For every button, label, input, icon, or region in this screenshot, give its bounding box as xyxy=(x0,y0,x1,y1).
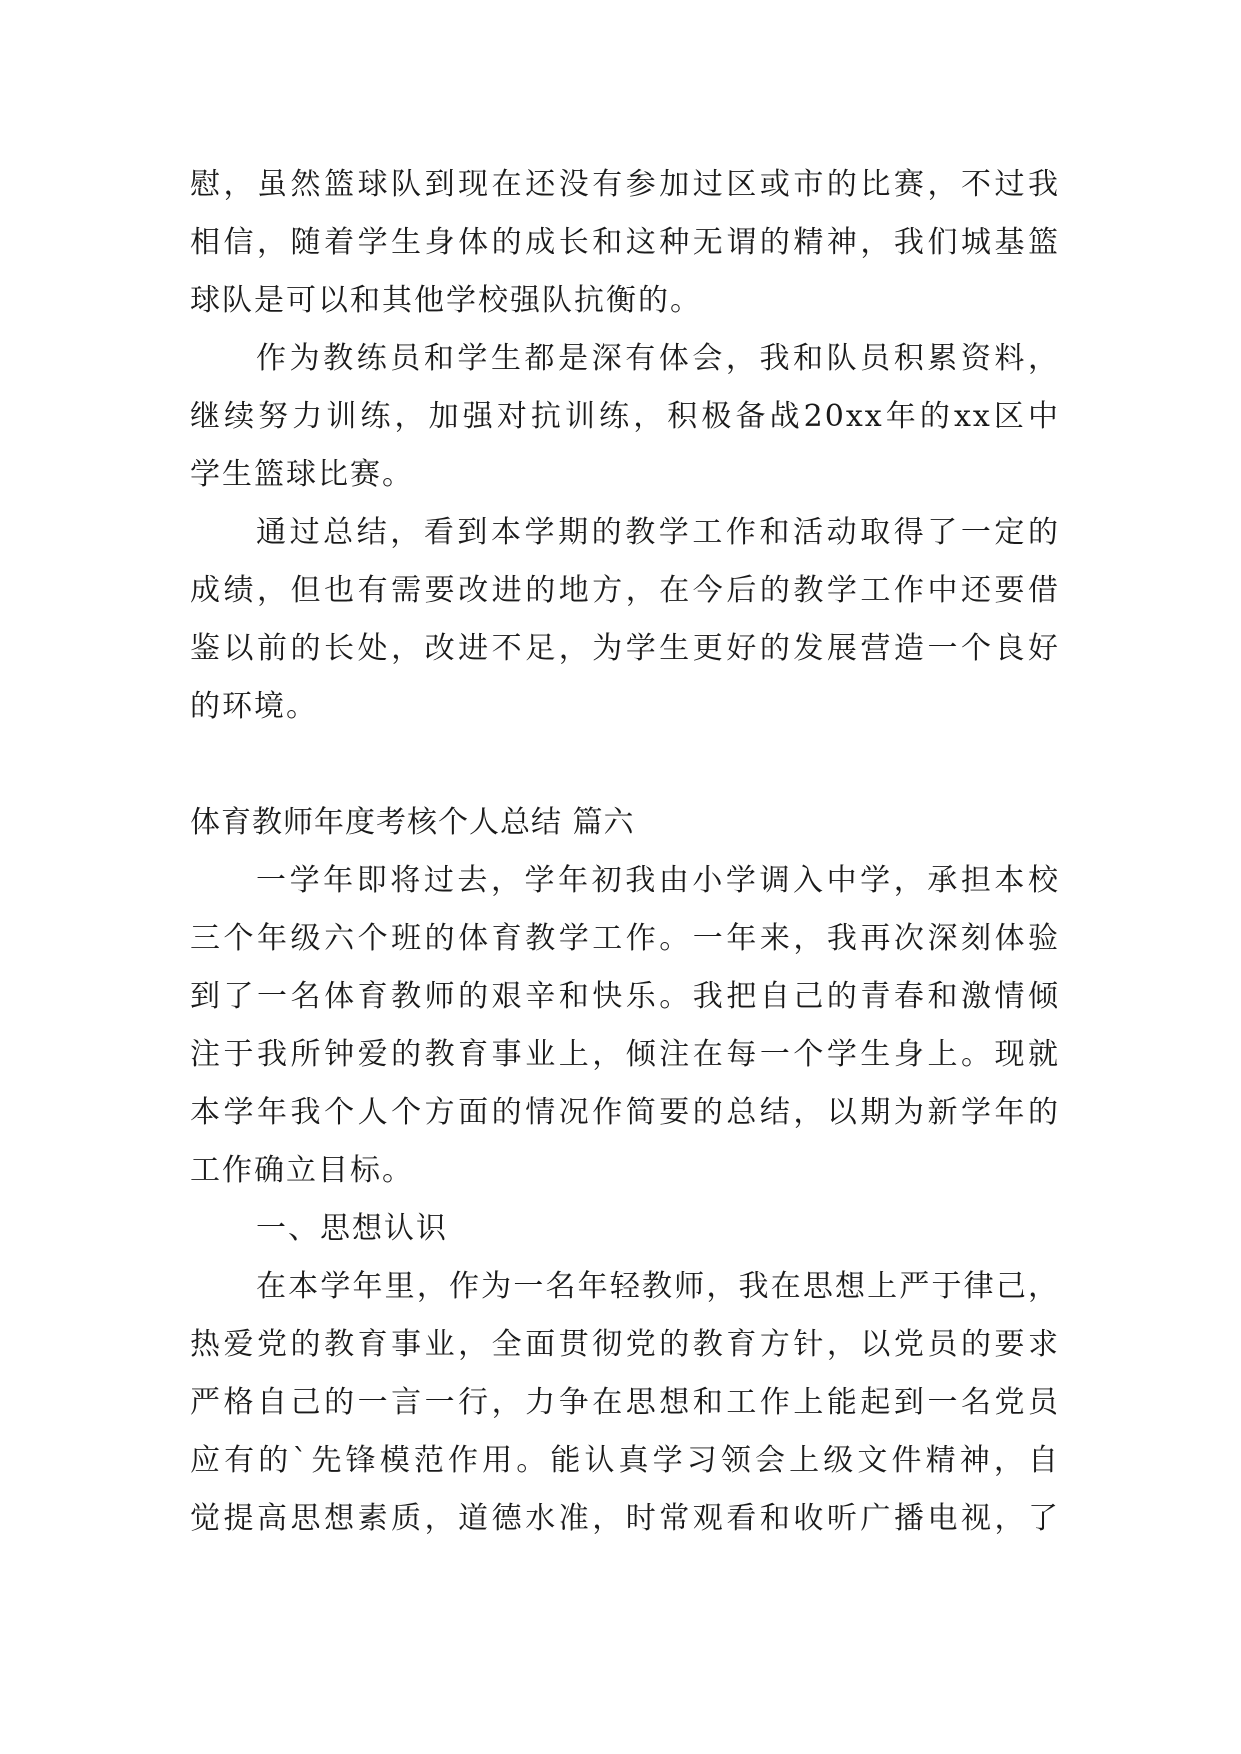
paragraph-first-line: 一学年即将过去，学年初我由小学调入中学，承担本校 xyxy=(256,863,1060,898)
text-line: 学生篮球比赛。 xyxy=(190,457,414,492)
text-line: 本学年我个人个方面的情况作简要的总结，以期为新学年的 xyxy=(190,1095,1060,1130)
text-line: 热爱党的教育事业，全面贯彻党的教育方针，以党员的要求 xyxy=(190,1327,1060,1362)
paragraph-first-line: 通过总结，看到本学期的教学工作和活动取得了一定的 xyxy=(256,515,1060,550)
text-line: 的环境。 xyxy=(190,689,318,724)
text-line: 三个年级六个班的体育教学工作。一年来，我再次深刻体验 xyxy=(190,921,1060,956)
text-line: 注于我所钟爱的教育事业上，倾注在每一个学生身上。现就 xyxy=(190,1037,1060,1072)
text-line: 慰，虽然篮球队到现在还没有参加过区或市的比赛，不过我 xyxy=(190,167,1060,202)
text-line: 成绩，但也有需要改进的地方，在今后的教学工作中还要借 xyxy=(190,573,1060,608)
text-line: 觉提高思想素质，道德水准，时常观看和收听广播电视，了 xyxy=(190,1501,1060,1536)
text-line: 严格自己的一言一行，力争在思想和工作上能起到一名党员 xyxy=(190,1385,1060,1420)
subsection-heading: 一、思想认识 xyxy=(256,1211,448,1246)
paragraph-first-line: 作为教练员和学生都是深有体会，我和队员积累资料， xyxy=(256,341,1060,376)
paragraph-first-line: 在本学年里，作为一名年轻教师，我在思想上严于律己， xyxy=(256,1269,1060,1304)
text-line: 工作确立目标。 xyxy=(190,1153,414,1188)
text-line: 继续努力训练，加强对抗训练，积极备战20xx年的xx区中 xyxy=(190,399,1060,434)
text-line: 应有的`先锋模范作用。能认真学习领会上级文件精神，自 xyxy=(190,1443,1060,1478)
text-line: 鉴以前的长处，改进不足，为学生更好的发展营造一个良好 xyxy=(190,631,1060,666)
text-line: 球队是可以和其他学校强队抗衡的。 xyxy=(190,283,702,318)
text-line: 到了一名体育教师的艰辛和快乐。我把自己的青春和激情倾 xyxy=(190,979,1060,1014)
section-heading: 体育教师年度考核个人总结 篇六 xyxy=(190,805,635,840)
text-line: 相信，随着学生身体的成长和这种无谓的精神，我们城基篮 xyxy=(190,225,1060,260)
